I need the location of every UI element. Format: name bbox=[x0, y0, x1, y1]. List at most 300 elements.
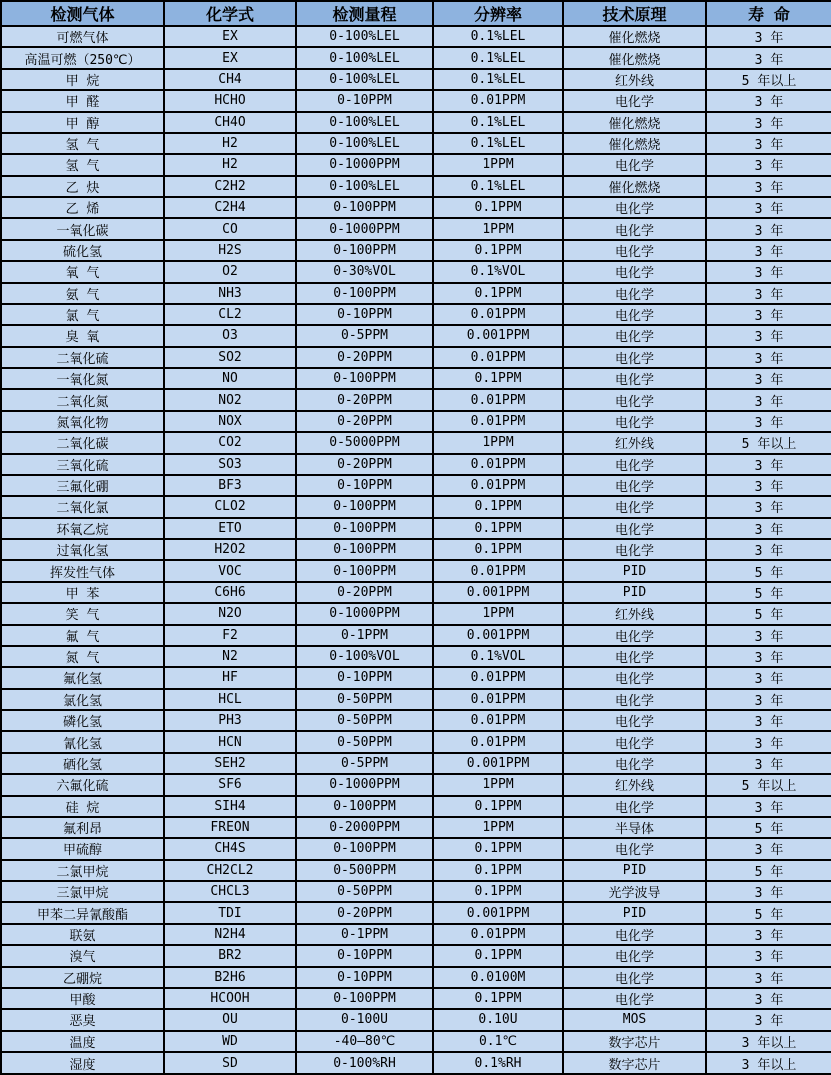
table-header-row bbox=[1, 1, 831, 26]
cell: 3 年 bbox=[706, 368, 831, 389]
cell: 电化学 bbox=[563, 197, 706, 218]
cell: 0-50PPM bbox=[296, 881, 433, 902]
cell: H2 bbox=[164, 133, 296, 154]
cell: 联氨 bbox=[1, 924, 164, 945]
cell: 3 年 bbox=[706, 924, 831, 945]
cell: H2O2 bbox=[164, 539, 296, 560]
table-row bbox=[1, 796, 831, 817]
cell: 催化燃烧 bbox=[563, 112, 706, 133]
cell: 甲 醛 bbox=[1, 90, 164, 111]
cell: 过氧化氢 bbox=[1, 539, 164, 560]
cell: 0.1PPM bbox=[433, 860, 563, 881]
cell: 3 年 bbox=[706, 496, 831, 517]
cell: 六氟化硫 bbox=[1, 774, 164, 795]
table-row bbox=[1, 26, 831, 47]
cell: 电化学 bbox=[563, 411, 706, 432]
table-row bbox=[1, 988, 831, 1009]
table-row bbox=[1, 197, 831, 218]
table-row bbox=[1, 689, 831, 710]
cell: 氮 气 bbox=[1, 646, 164, 667]
cell: 0-1000PPM bbox=[296, 154, 433, 175]
table-row bbox=[1, 69, 831, 90]
cell: 0.1℃ bbox=[433, 1031, 563, 1052]
cell: 甲 苯 bbox=[1, 582, 164, 603]
cell: 0-10PPM bbox=[296, 90, 433, 111]
table-row bbox=[1, 774, 831, 795]
cell: 催化燃烧 bbox=[563, 176, 706, 197]
cell: 催化燃烧 bbox=[563, 26, 706, 47]
cell: SD bbox=[164, 1052, 296, 1074]
cell: 0.01PPM bbox=[433, 689, 563, 710]
cell: 3 年 bbox=[706, 411, 831, 432]
cell: 0.01PPM bbox=[433, 710, 563, 731]
cell: 电化学 bbox=[563, 838, 706, 859]
cell: 0-100U bbox=[296, 1009, 433, 1030]
cell: 5 年 bbox=[706, 902, 831, 923]
cell: 3 年 bbox=[706, 838, 831, 859]
cell: 0-1000PPM bbox=[296, 218, 433, 239]
cell: B2H6 bbox=[164, 967, 296, 988]
cell: 挥发性气体 bbox=[1, 560, 164, 581]
cell: 氟化氢 bbox=[1, 667, 164, 688]
cell: 硅 烷 bbox=[1, 796, 164, 817]
cell: 电化学 bbox=[563, 753, 706, 774]
cell: O3 bbox=[164, 325, 296, 346]
cell: 0.0100M bbox=[433, 967, 563, 988]
cell: 0.1%VOL bbox=[433, 261, 563, 282]
cell: 0.1PPM bbox=[433, 518, 563, 539]
cell: CHCL3 bbox=[164, 881, 296, 902]
cell: 笑 气 bbox=[1, 603, 164, 624]
cell: OU bbox=[164, 1009, 296, 1030]
cell: 湿度 bbox=[1, 1052, 164, 1074]
cell: 0-10PPM bbox=[296, 475, 433, 496]
cell: SEH2 bbox=[164, 753, 296, 774]
cell: CO bbox=[164, 218, 296, 239]
cell: PID bbox=[563, 902, 706, 923]
cell: 0.1PPM bbox=[433, 283, 563, 304]
cell: 0.1%LEL bbox=[433, 26, 563, 47]
cell: 3 年 bbox=[706, 753, 831, 774]
table-row bbox=[1, 47, 831, 68]
cell: 0-5PPM bbox=[296, 325, 433, 346]
cell: 3 年 bbox=[706, 47, 831, 68]
cell: 电化学 bbox=[563, 368, 706, 389]
cell: 1PPM bbox=[433, 218, 563, 239]
table-row bbox=[1, 176, 831, 197]
cell: 0.001PPM bbox=[433, 582, 563, 603]
table-row bbox=[1, 646, 831, 667]
cell: 0.01PPM bbox=[433, 304, 563, 325]
cell: 3 年 bbox=[706, 967, 831, 988]
table-row bbox=[1, 454, 831, 475]
cell: C6H6 bbox=[164, 582, 296, 603]
cell: TDI bbox=[164, 902, 296, 923]
cell: 3 年 bbox=[706, 240, 831, 261]
cell: 0-1000PPM bbox=[296, 774, 433, 795]
cell: MOS bbox=[563, 1009, 706, 1030]
table-row bbox=[1, 112, 831, 133]
cell: 电化学 bbox=[563, 454, 706, 475]
cell: 0.001PPM bbox=[433, 325, 563, 346]
cell: 电化学 bbox=[563, 967, 706, 988]
table-row bbox=[1, 667, 831, 688]
table-row bbox=[1, 560, 831, 581]
cell: 催化燃烧 bbox=[563, 133, 706, 154]
cell: 5 年 bbox=[706, 860, 831, 881]
cell: 0.1PPM bbox=[433, 838, 563, 859]
table-row bbox=[1, 582, 831, 603]
cell: 电化学 bbox=[563, 646, 706, 667]
cell: 0-10PPM bbox=[296, 967, 433, 988]
cell: 甲 醇 bbox=[1, 112, 164, 133]
table-row bbox=[1, 945, 831, 966]
cell: 三氯甲烷 bbox=[1, 881, 164, 902]
cell: 5 年 bbox=[706, 817, 831, 838]
cell: CO2 bbox=[164, 432, 296, 453]
cell: 3 年 bbox=[706, 731, 831, 752]
cell: F2 bbox=[164, 625, 296, 646]
cell: 电化学 bbox=[563, 924, 706, 945]
header-cell-5: 寿 命 bbox=[706, 1, 831, 26]
cell: 0-100PPM bbox=[296, 496, 433, 517]
cell: 3 年 bbox=[706, 90, 831, 111]
cell: 3 年 bbox=[706, 881, 831, 902]
cell: 0.1PPM bbox=[433, 496, 563, 517]
table-row bbox=[1, 603, 831, 624]
cell: 0-100PPM bbox=[296, 560, 433, 581]
cell: 电化学 bbox=[563, 518, 706, 539]
cell: 电化学 bbox=[563, 154, 706, 175]
cell: 3 年 bbox=[706, 945, 831, 966]
table-row bbox=[1, 133, 831, 154]
cell: 电化学 bbox=[563, 796, 706, 817]
cell: NOX bbox=[164, 411, 296, 432]
cell: 0-20PPM bbox=[296, 389, 433, 410]
cell: N2H4 bbox=[164, 924, 296, 945]
table-row bbox=[1, 967, 831, 988]
cell: 0-100%LEL bbox=[296, 133, 433, 154]
cell: 1PPM bbox=[433, 817, 563, 838]
cell: 电化学 bbox=[563, 689, 706, 710]
cell: 5 年 bbox=[706, 603, 831, 624]
cell: 0-100%LEL bbox=[296, 47, 433, 68]
header-cell-2: 检测量程 bbox=[296, 1, 433, 26]
cell: 0.01PPM bbox=[433, 667, 563, 688]
cell: 甲酸 bbox=[1, 988, 164, 1009]
cell: CH4S bbox=[164, 838, 296, 859]
cell: 0.1%RH bbox=[433, 1052, 563, 1074]
cell: 3 年 bbox=[706, 283, 831, 304]
cell: 0-5PPM bbox=[296, 753, 433, 774]
cell: CH2CL2 bbox=[164, 860, 296, 881]
cell: 氟 气 bbox=[1, 625, 164, 646]
cell: 电化学 bbox=[563, 218, 706, 239]
cell: PID bbox=[563, 582, 706, 603]
cell: 二氧化氯 bbox=[1, 496, 164, 517]
cell: 氯化氢 bbox=[1, 689, 164, 710]
cell: 氰化氢 bbox=[1, 731, 164, 752]
cell: 0.01PPM bbox=[433, 560, 563, 581]
cell: 0-10PPM bbox=[296, 945, 433, 966]
cell: 甲硫醇 bbox=[1, 838, 164, 859]
cell: 3 年 bbox=[706, 796, 831, 817]
cell: 3 年 bbox=[706, 197, 831, 218]
cell: 氢 气 bbox=[1, 133, 164, 154]
cell: PID bbox=[563, 560, 706, 581]
cell: 3 年 bbox=[706, 518, 831, 539]
cell: SO3 bbox=[164, 454, 296, 475]
cell: 电化学 bbox=[563, 325, 706, 346]
cell: 0-1PPM bbox=[296, 924, 433, 945]
cell: 3 年 bbox=[706, 304, 831, 325]
cell: 3 年 bbox=[706, 154, 831, 175]
cell: 5 年 bbox=[706, 582, 831, 603]
cell: 5 年以上 bbox=[706, 69, 831, 90]
cell: 二氧化氮 bbox=[1, 389, 164, 410]
cell: 乙硼烷 bbox=[1, 967, 164, 988]
cell: 0.10U bbox=[433, 1009, 563, 1030]
cell: 乙 烯 bbox=[1, 197, 164, 218]
cell: 电化学 bbox=[563, 731, 706, 752]
cell: C2H4 bbox=[164, 197, 296, 218]
cell: 电化学 bbox=[563, 710, 706, 731]
cell: 氢 气 bbox=[1, 154, 164, 175]
cell: 3 年 bbox=[706, 218, 831, 239]
table-row bbox=[1, 218, 831, 239]
cell: 氟利昂 bbox=[1, 817, 164, 838]
cell: 甲 烷 bbox=[1, 69, 164, 90]
cell: VOC bbox=[164, 560, 296, 581]
cell: 乙 炔 bbox=[1, 176, 164, 197]
cell: 0-5000PPM bbox=[296, 432, 433, 453]
cell: 3 年 bbox=[706, 347, 831, 368]
cell: 电化学 bbox=[563, 90, 706, 111]
cell: 0-50PPM bbox=[296, 731, 433, 752]
table-row bbox=[1, 625, 831, 646]
table-row bbox=[1, 924, 831, 945]
cell: 3 年 bbox=[706, 689, 831, 710]
cell: 电化学 bbox=[563, 539, 706, 560]
cell: 3 年 bbox=[706, 261, 831, 282]
cell: 氨 气 bbox=[1, 283, 164, 304]
cell: 0.1%LEL bbox=[433, 133, 563, 154]
cell: SF6 bbox=[164, 774, 296, 795]
table-row bbox=[1, 325, 831, 346]
cell: 0-20PPM bbox=[296, 454, 433, 475]
cell: 氯 气 bbox=[1, 304, 164, 325]
cell: 三氧化硫 bbox=[1, 454, 164, 475]
table-row bbox=[1, 539, 831, 560]
cell: SO2 bbox=[164, 347, 296, 368]
cell: 二氧化碳 bbox=[1, 432, 164, 453]
cell: 0-100PPM bbox=[296, 838, 433, 859]
cell: 0.001PPM bbox=[433, 753, 563, 774]
cell: 0-100%RH bbox=[296, 1052, 433, 1074]
cell: 5 年以上 bbox=[706, 432, 831, 453]
cell: 电化学 bbox=[563, 625, 706, 646]
cell: 电化学 bbox=[563, 240, 706, 261]
cell: 3 年 bbox=[706, 539, 831, 560]
cell: 可燃气体 bbox=[1, 26, 164, 47]
header-cell-3: 分辨率 bbox=[433, 1, 563, 26]
cell: 数字芯片 bbox=[563, 1031, 706, 1052]
cell: 0.1PPM bbox=[433, 796, 563, 817]
cell: NO2 bbox=[164, 389, 296, 410]
cell: HF bbox=[164, 667, 296, 688]
cell: 0-100%LEL bbox=[296, 176, 433, 197]
cell: 3 年 bbox=[706, 646, 831, 667]
cell: 溴气 bbox=[1, 945, 164, 966]
cell: 甲苯二异氰酸酯 bbox=[1, 902, 164, 923]
cell: 1PPM bbox=[433, 603, 563, 624]
table-row bbox=[1, 154, 831, 175]
table-row bbox=[1, 261, 831, 282]
table-row bbox=[1, 368, 831, 389]
cell: 红外线 bbox=[563, 774, 706, 795]
cell: 二氧化硫 bbox=[1, 347, 164, 368]
cell: 0.01PPM bbox=[433, 454, 563, 475]
cell: H2S bbox=[164, 240, 296, 261]
cell: 3 年 bbox=[706, 988, 831, 1009]
table-row bbox=[1, 496, 831, 517]
cell: 0.1%LEL bbox=[433, 112, 563, 133]
table-row bbox=[1, 389, 831, 410]
cell: 0-100PPM bbox=[296, 283, 433, 304]
cell: 电化学 bbox=[563, 988, 706, 1009]
table-row bbox=[1, 881, 831, 902]
cell: 半导体 bbox=[563, 817, 706, 838]
cell: N2O bbox=[164, 603, 296, 624]
cell: 0.1PPM bbox=[433, 197, 563, 218]
cell: HCOOH bbox=[164, 988, 296, 1009]
cell: 0-100PPM bbox=[296, 796, 433, 817]
cell: 0-100PPM bbox=[296, 539, 433, 560]
cell: 0-500PPM bbox=[296, 860, 433, 881]
cell: O2 bbox=[164, 261, 296, 282]
cell: 电化学 bbox=[563, 347, 706, 368]
cell: 0-100%LEL bbox=[296, 112, 433, 133]
cell: CLO2 bbox=[164, 496, 296, 517]
cell: 0.1PPM bbox=[433, 945, 563, 966]
cell: 红外线 bbox=[563, 69, 706, 90]
cell: 0-20PPM bbox=[296, 347, 433, 368]
cell: 数字芯片 bbox=[563, 1052, 706, 1074]
cell: 电化学 bbox=[563, 304, 706, 325]
cell: 0-50PPM bbox=[296, 689, 433, 710]
cell: 0.01PPM bbox=[433, 389, 563, 410]
cell: 电化学 bbox=[563, 283, 706, 304]
cell: 电化学 bbox=[563, 475, 706, 496]
cell: 0.01PPM bbox=[433, 731, 563, 752]
cell: EX bbox=[164, 26, 296, 47]
cell: HCHO bbox=[164, 90, 296, 111]
cell: H2 bbox=[164, 154, 296, 175]
cell: 0.1PPM bbox=[433, 368, 563, 389]
cell: 恶臭 bbox=[1, 1009, 164, 1030]
cell: 光学波导 bbox=[563, 881, 706, 902]
cell: 3 年 bbox=[706, 625, 831, 646]
cell: HCL bbox=[164, 689, 296, 710]
cell: 硫化氢 bbox=[1, 240, 164, 261]
table-row bbox=[1, 902, 831, 923]
cell: PH3 bbox=[164, 710, 296, 731]
cell: 0.001PPM bbox=[433, 902, 563, 923]
cell: EX bbox=[164, 47, 296, 68]
cell: 0-100%LEL bbox=[296, 69, 433, 90]
table-row bbox=[1, 240, 831, 261]
cell: 0-1000PPM bbox=[296, 603, 433, 624]
cell: 3 年 bbox=[706, 454, 831, 475]
table-row bbox=[1, 283, 831, 304]
header-cell-1: 化学式 bbox=[164, 1, 296, 26]
cell: 红外线 bbox=[563, 432, 706, 453]
table-row bbox=[1, 1031, 831, 1052]
cell: BR2 bbox=[164, 945, 296, 966]
cell: 氮氧化物 bbox=[1, 411, 164, 432]
cell: 3 年以上 bbox=[706, 1052, 831, 1074]
cell: 0-20PPM bbox=[296, 582, 433, 603]
cell: 二氯甲烷 bbox=[1, 860, 164, 881]
cell: 一氧化氮 bbox=[1, 368, 164, 389]
cell: 3 年 bbox=[706, 667, 831, 688]
cell: 3 年 bbox=[706, 1009, 831, 1030]
cell: 一氧化碳 bbox=[1, 218, 164, 239]
cell: -40—80℃ bbox=[296, 1031, 433, 1052]
cell: 电化学 bbox=[563, 667, 706, 688]
cell: 1PPM bbox=[433, 432, 563, 453]
table-row bbox=[1, 432, 831, 453]
table-row bbox=[1, 475, 831, 496]
table-row bbox=[1, 860, 831, 881]
cell: 5 年 bbox=[706, 560, 831, 581]
cell: 0.001PPM bbox=[433, 625, 563, 646]
cell: 0-100PPM bbox=[296, 240, 433, 261]
table-row bbox=[1, 1052, 831, 1074]
cell: 3 年以上 bbox=[706, 1031, 831, 1052]
header-cell-0: 检测气体 bbox=[1, 1, 164, 26]
cell: 3 年 bbox=[706, 475, 831, 496]
cell: ETO bbox=[164, 518, 296, 539]
cell: 催化燃烧 bbox=[563, 47, 706, 68]
cell: 三氟化硼 bbox=[1, 475, 164, 496]
table-row bbox=[1, 304, 831, 325]
cell: CH4 bbox=[164, 69, 296, 90]
cell: 3 年 bbox=[706, 26, 831, 47]
cell: 氧 气 bbox=[1, 261, 164, 282]
cell: 0-100PPM bbox=[296, 368, 433, 389]
cell: 0.1%LEL bbox=[433, 47, 563, 68]
cell: 磷化氢 bbox=[1, 710, 164, 731]
cell: 1PPM bbox=[433, 154, 563, 175]
cell: 0.01PPM bbox=[433, 90, 563, 111]
cell: 0.1PPM bbox=[433, 539, 563, 560]
cell: 0.01PPM bbox=[433, 347, 563, 368]
cell: 电化学 bbox=[563, 945, 706, 966]
cell: 0-20PPM bbox=[296, 902, 433, 923]
cell: NH3 bbox=[164, 283, 296, 304]
cell: 0-1PPM bbox=[296, 625, 433, 646]
cell: 3 年 bbox=[706, 176, 831, 197]
table-row bbox=[1, 518, 831, 539]
cell: CL2 bbox=[164, 304, 296, 325]
cell: CH4O bbox=[164, 112, 296, 133]
cell: 0-2000PPM bbox=[296, 817, 433, 838]
cell: 0.1%VOL bbox=[433, 646, 563, 667]
cell: 高温可燃（250℃） bbox=[1, 47, 164, 68]
cell: 0.01PPM bbox=[433, 475, 563, 496]
cell: 3 年 bbox=[706, 325, 831, 346]
